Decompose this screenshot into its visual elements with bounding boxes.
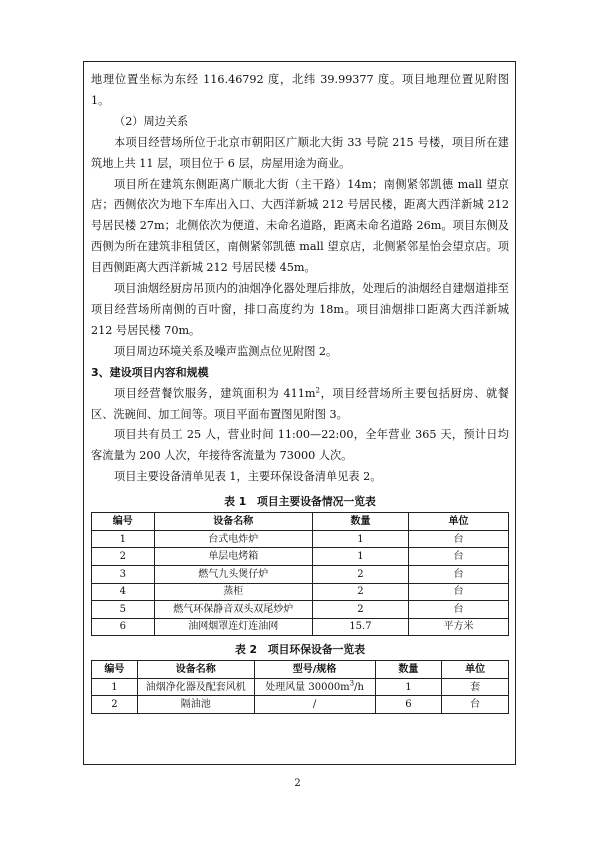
paragraph-map-ref: 项目周边环境关系及噪声监测点位见附图 2。: [114, 344, 338, 358]
paragraph-table-ref: 项目主要设备清单见表 1，主要环保设备清单见表 2。: [114, 470, 382, 484]
table-row: 5 燃气环保静音双头双尾炒炉 2 台: [92, 601, 509, 619]
table-header: 型号/规格: [254, 661, 375, 679]
table-header: 编号: [92, 661, 138, 679]
table-header-row: [92, 661, 509, 679]
table-row: 2 隔油池 / 6 台: [92, 696, 509, 714]
table-header: 编号: [92, 513, 155, 531]
table-row: 6 油网烟罩连灯连油网 15.7 平方米: [92, 618, 509, 636]
table-header: 设备名称: [137, 661, 254, 679]
table2-caption: 表 2 项目环保设备一览表: [234, 643, 366, 657]
table-header: 数量: [313, 513, 409, 531]
section-subheading: （2）周边关系: [114, 114, 189, 128]
paragraph-staff: 项目共有员工 25 人，营业时间 11:00—22:00，全年营业 365 天，预计日均客流量为 200 人次，年接待客流量为 73000 人次。: [91, 428, 509, 463]
env-equipment-table: [91, 660, 509, 714]
table-row: 1 台式电炸炉 1 台: [92, 530, 509, 548]
table-row: 1 油烟净化器及配套风机 处理风量 $30000m^3/h$ 1 套: [92, 678, 509, 696]
table-header: 单位: [442, 661, 509, 679]
table-row: 2 单层电烤箱 1 台: [92, 548, 509, 566]
paragraph-surroundings: 项目所在建筑东侧距离广顺北大街（主干路）14m；南侧紧邻凯德 mall 望京店；西侧依次为地下车库出入口、大西洋新城 212 号居民楼，距离大西洋新城 212 号居民楼 27m；北侧依次为便道、未命名道路，距离未命名道路 26m。项目东侧及西侧为所在建筑非租赁区，南侧紧邻凯德 mall 望京店，北侧紧邻星怡会望京店。项目西侧距离大西洋新城 212 号居民楼 45m。: [91, 177, 509, 275]
paragraph-location: 地理位置坐标为东经 116.46792 度，北纬 39.99377 度。项目地理位置见附图 1。: [91, 73, 509, 107]
table1-caption: 表 1 项目主要设备情况一览表: [224, 495, 376, 509]
page-number: 2: [294, 778, 301, 789]
table-row: 4 蒸柜 2 台: [92, 583, 509, 601]
equipment-table: [91, 512, 509, 636]
document-body: [91, 70, 509, 714]
paragraph-area: 项目经营餐饮服务，建筑面积为 $411m^2$，项目经营场所主要包括厨房、就餐区、洗碗间、加工间等。项目平面布置图见附图 3。: [91, 385, 509, 421]
table-header: 单位: [408, 513, 508, 531]
table-header-row: [92, 513, 509, 531]
table-row: 3 燃气九头煲仔炉 2 台: [92, 565, 509, 583]
table-header: 数量: [375, 661, 442, 679]
section-heading: 3、建设项目内容和规模: [91, 365, 209, 379]
paragraph-site: 本项目经营场所位于北京市朝阳区广顺北大街 33 号院 215 号楼，项目所在建筑地上共 11 层，项目位于 6 层，房屋用途为商业。: [91, 135, 509, 170]
table-header: 设备名称: [154, 513, 312, 531]
paragraph-exhaust: 项目油烟经厨房吊顶内的油烟净化器处理后排放，处理后的油烟经自建烟道排至项目经营场所南侧的百叶窗，排口高度约为 18m。项目油烟排口距离大西洋新城 212 号居民楼 70m。: [91, 282, 509, 337]
